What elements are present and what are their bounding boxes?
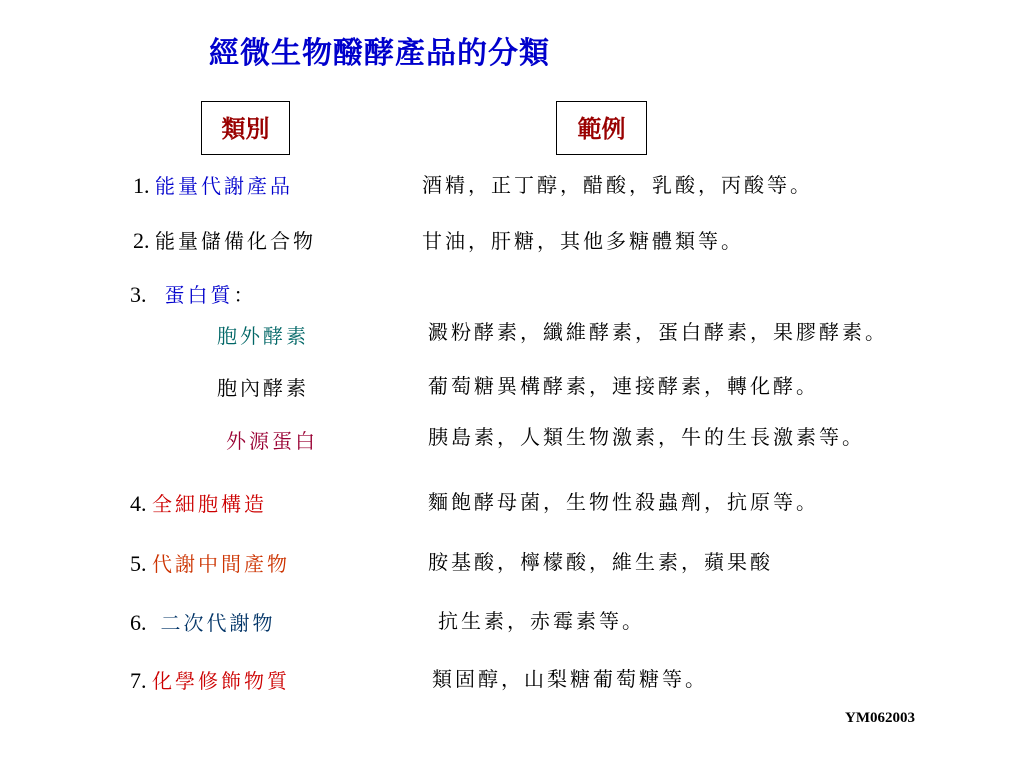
footer-code: YM062003 [845,710,915,726]
sub-row-extracellular: 胞外酵素 [217,324,309,348]
sub-row-heterologous: 外源蛋白 [226,429,318,453]
row-1-number: 1. [133,173,155,198]
row-4-label: 全細胞構造 [152,492,267,516]
category-header: 類別 [201,101,290,155]
row-3-label: 蛋白質 [164,283,234,307]
sub-row-heterologous-example: 胰島素，人類生物激素，牛的生長激素等。 [428,425,865,449]
page-title: 經微生物醱酵產品的分類 [209,36,550,71]
row-2-label: 能量儲備化合物 [155,229,316,253]
row-7-category [130,665,290,694]
sub-row-intracellular: 胞內酵素 [217,376,309,400]
row-7-example: 類固醇，山梨糖葡萄糖等。 [432,667,708,691]
example-header: 範例 [556,101,647,155]
row-4-example: 麵飽酵母菌，生物性殺蟲劑，抗原等。 [428,490,819,514]
row-1-label: 能量代謝產品 [155,174,293,198]
row-3-category [130,279,257,308]
row-4-category [130,488,267,517]
row-5-label: 代謝中間產物 [152,552,290,576]
row-4-number: 4. [130,491,152,516]
row-5-number: 5. [130,551,152,576]
row-3-number: 3. [130,282,147,307]
row-5-example: 胺基酸，檸檬酸，維生素，蘋果酸 [428,550,773,574]
row-2-number: 2. [133,228,155,253]
row-2-category [133,225,316,254]
row-3-suffix: ： [233,283,257,307]
row-6-category [130,607,276,636]
sub-row-intracellular-example: 葡萄糖異構酵素，連接酵素，轉化酵。 [428,374,819,398]
row-7-label: 化學修飾物質 [152,669,290,693]
row-6-number: 6. [130,610,147,635]
row-1-example: 酒精，正丁醇，醋酸，乳酸，丙酸等。 [422,173,813,197]
row-7-number: 7. [130,668,152,693]
sub-row-extracellular-example: 澱粉酵素，纖維酵素，蛋白酵素，果膠酵素。 [428,320,888,344]
row-6-example: 抗生素，赤霉素等。 [438,609,645,633]
row-1-category [133,170,293,199]
row-2-example: 甘油，肝糖，其他多糖體類等。 [422,229,744,253]
row-6-label: 二次代謝物 [160,611,276,635]
row-5-category [130,548,290,577]
